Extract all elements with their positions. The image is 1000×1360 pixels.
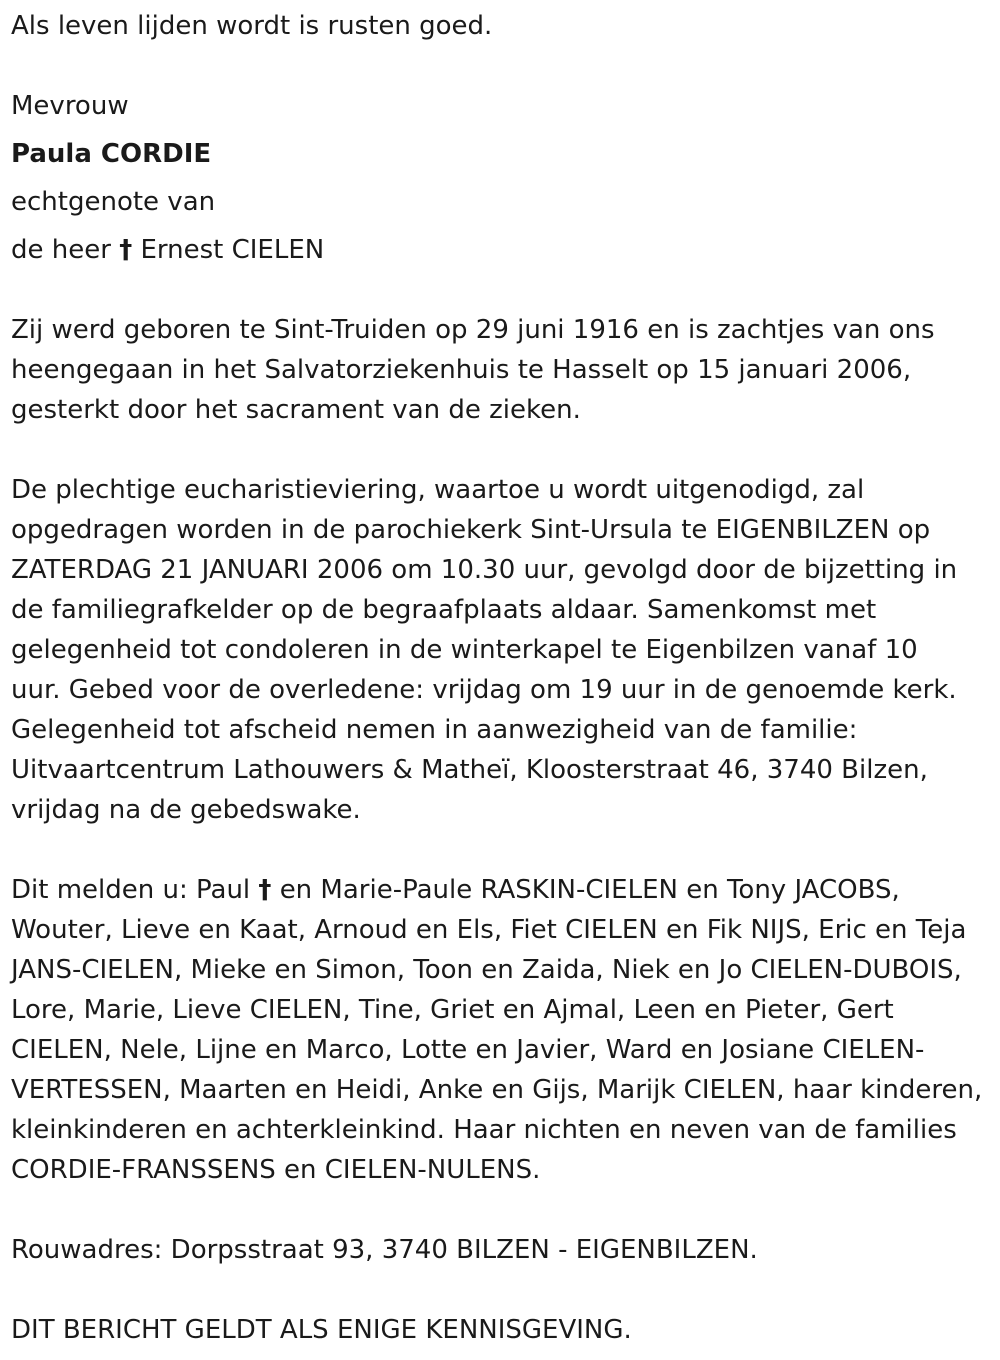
paragraph-line: kleinkinderen en achterkleinkind. Haar nichten en neven van de families xyxy=(11,1115,957,1145)
paragraph-line: Zij werd geboren te Sint-Truiden op 29 juni 1916 en is zachtjes van ons xyxy=(11,315,935,345)
paragraph-line: CIELEN, Nele, Lijne en Marco, Lotte en Javier, Ward en Josiane CIELEN- xyxy=(11,1035,925,1065)
paragraph-line: CORDIE-FRANSSENS en CIELEN-NULENS. xyxy=(11,1155,541,1185)
family-intro: Dit melden u: Paul xyxy=(11,875,251,905)
paragraph-line xyxy=(11,875,900,905)
motto: Als leven lijden wordt is rusten goed. xyxy=(11,11,493,41)
cross-icon: † xyxy=(119,235,133,265)
cross-icon: † xyxy=(258,875,272,905)
paragraph-line: De plechtige eucharistieviering, waartoe u wordt uitgenodigd, zal xyxy=(11,475,865,505)
paragraph-line: gesterkt door het sacrament van de zieken. xyxy=(11,395,581,425)
notice-statement: DIT BERICHT GELDT ALS ENIGE KENNISGEVING. xyxy=(11,1315,632,1345)
mourning-address: Rouwadres: Dorpsstraat 93, 3740 BILZEN - EIGENBILZEN. xyxy=(11,1235,758,1265)
spouse-line xyxy=(11,235,324,265)
paragraph-line: vrijdag na de gebedswake. xyxy=(11,795,361,825)
paragraph-line: Lore, Marie, Lieve CIELEN, Tine, Griet en Ajmal, Leen en Pieter, Gert xyxy=(11,995,894,1025)
deceased-name: Paula CORDIE xyxy=(11,139,212,169)
spouse-intro: echtgenote van xyxy=(11,187,216,217)
family-first-names: en Marie-Paule RASKIN-CIELEN en Tony JACOBS, xyxy=(279,875,900,905)
paragraph-line: Wouter, Lieve en Kaat, Arnoud en Els, Fiet CIELEN en Fik NIJS, Eric en Teja xyxy=(11,915,967,945)
paragraph-line: de familiegrafkelder op de begraafplaats aldaar. Samenkomst met xyxy=(11,595,877,625)
spouse-prefix: de heer xyxy=(11,235,111,265)
paragraph-line: Uitvaartcentrum Lathouwers & Matheï, Kloosterstraat 46, 3740 Bilzen, xyxy=(11,755,928,785)
title-prefix: Mevrouw xyxy=(11,91,129,121)
paragraph-line: opgedragen worden in de parochiekerk Sint-Ursula te EIGENBILZEN op xyxy=(11,515,931,545)
paragraph-line: VERTESSEN, Maarten en Heidi, Anke en Gijs, Marijk CIELEN, haar kinderen, xyxy=(11,1075,983,1105)
paragraph-line: heengegaan in het Salvatorziekenhuis te Hasselt op 15 januari 2006, xyxy=(11,355,912,385)
paragraph-line: JANS-CIELEN, Mieke en Simon, Toon en Zaida, Niek en Jo CIELEN-DUBOIS, xyxy=(11,955,962,985)
paragraph-line: ZATERDAG 21 JANUARI 2006 om 10.30 uur, gevolgd door de bijzetting in xyxy=(11,555,958,585)
spouse-name: Ernest CIELEN xyxy=(140,235,325,265)
paragraph-line: uur. Gebed voor de overledene: vrijdag om 19 uur in de genoemde kerk. xyxy=(11,675,957,705)
paragraph-line: gelegenheid tot condoleren in de winterkapel te Eigenbilzen vanaf 10 xyxy=(11,635,918,665)
paragraph-line: Gelegenheid tot afscheid nemen in aanwezigheid van de familie: xyxy=(11,715,858,745)
